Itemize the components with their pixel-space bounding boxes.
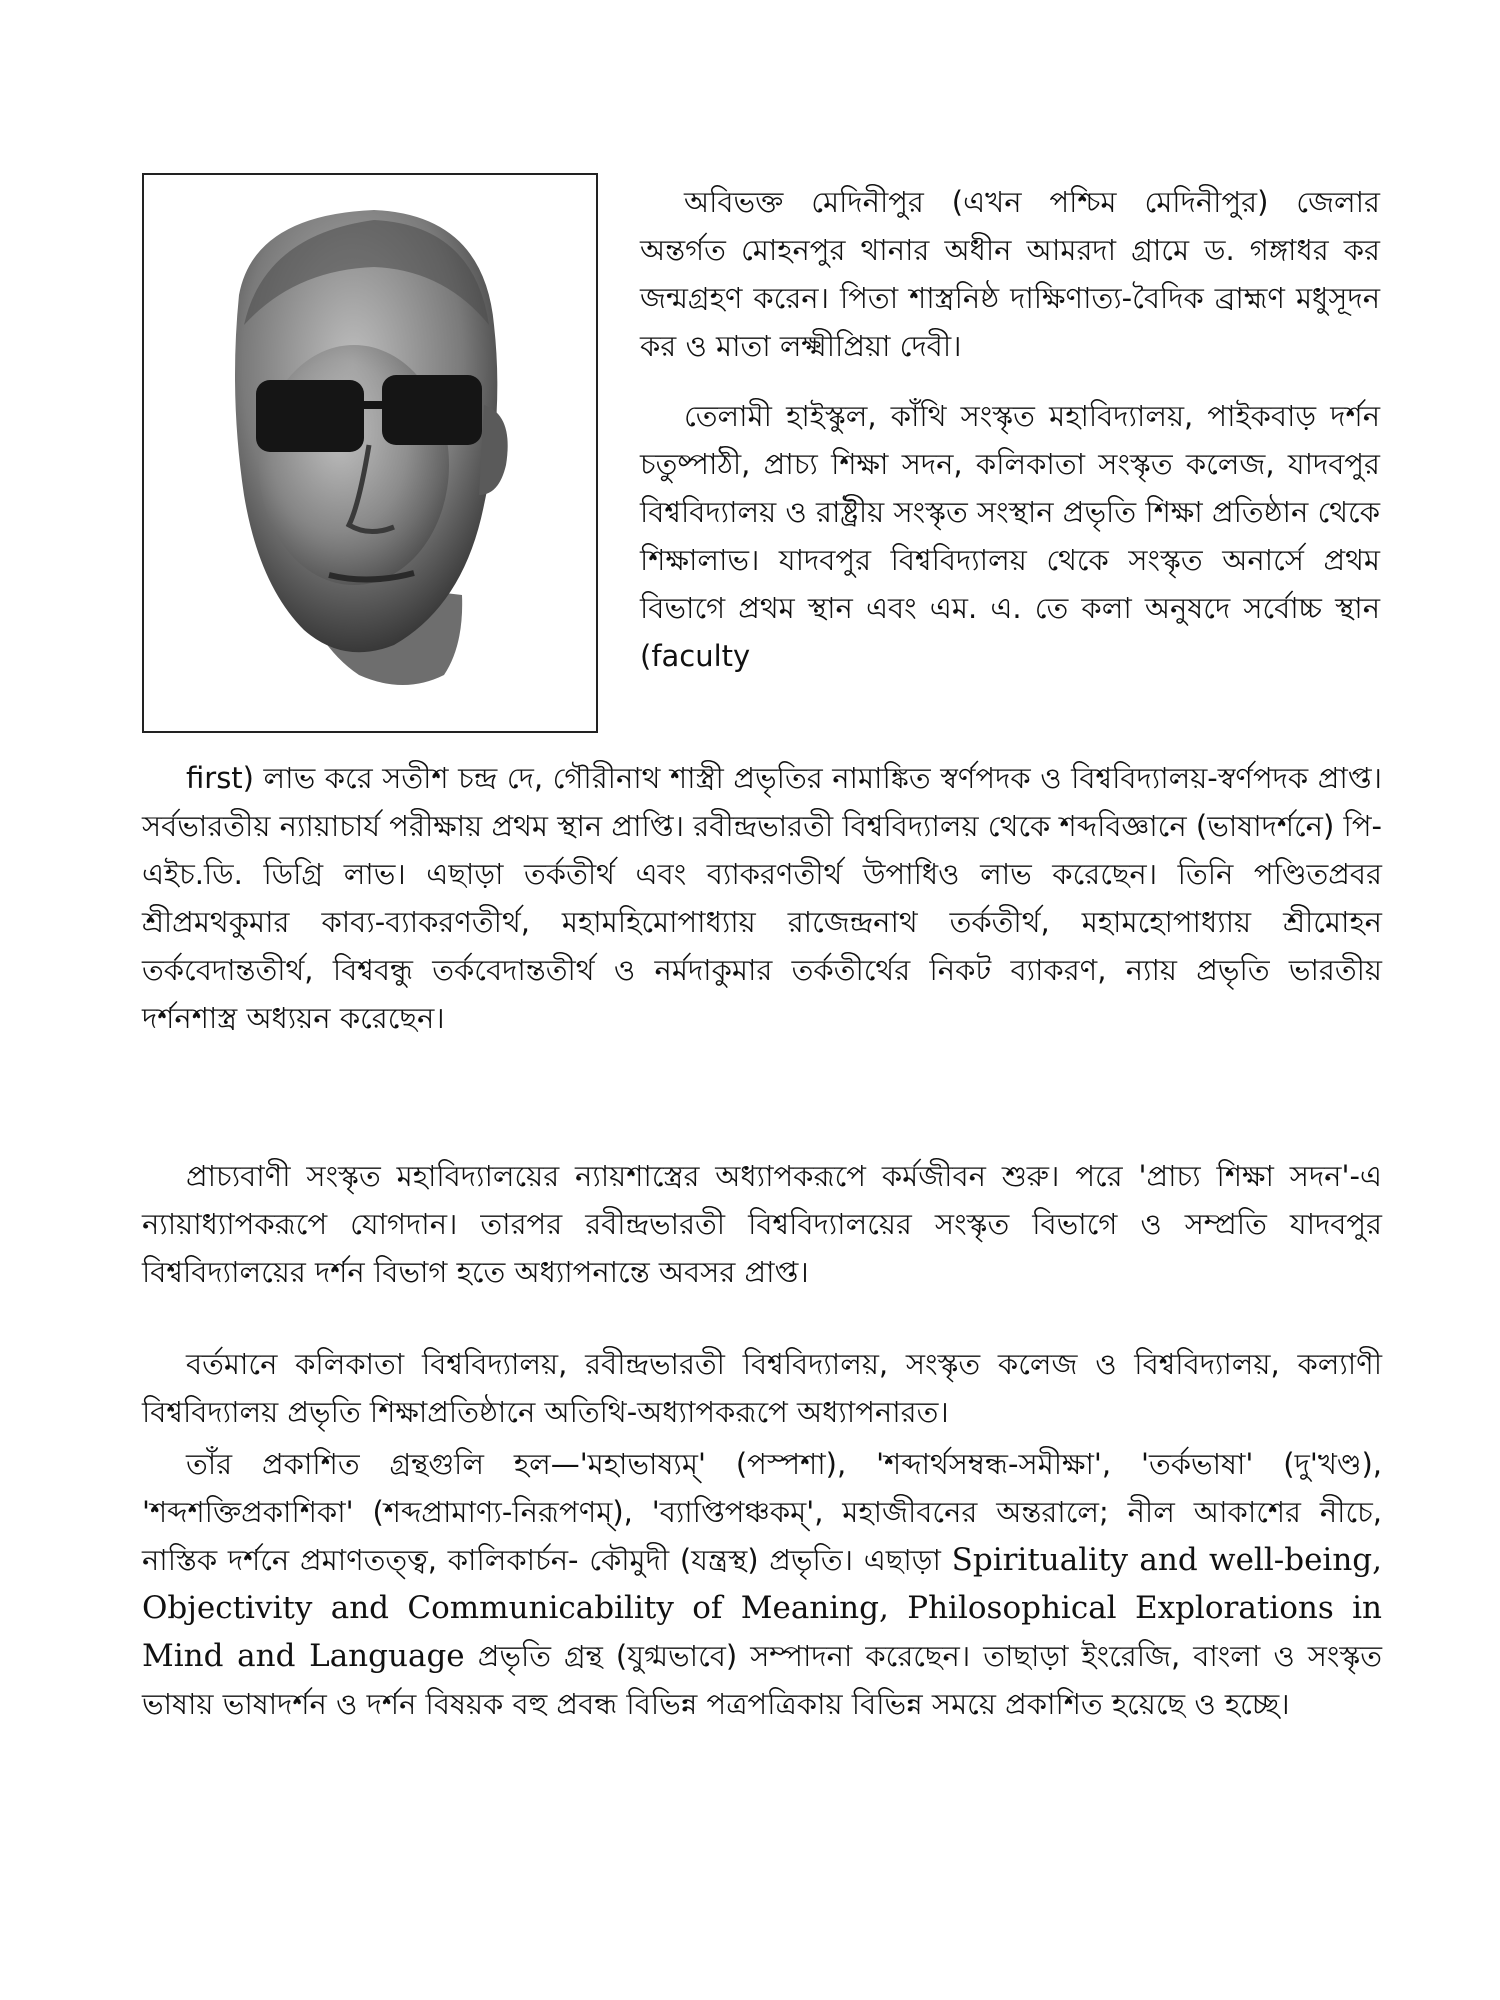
paragraph-publications (142, 1440, 1382, 1728)
publications-bengali-text: তাঁর প্রকাশিত গ্রন্থগুলি হল—'মহাভাষ্যম্' (পস্পশা), 'শব্দার্থসম্বন্ধ-সমীক্ষা', 'তর্কভাষা' (দু'খণ্ড), 'শব্দশক্তিপ্রকাশিকা' (শব্দপ্রামাণ্য-নিরূপণম্), 'ব্যাপ্তিপঞ্চকম্', মহাজীবনের অন্তরালে; নীল আকাশের নীচে, নাস্তিক দর্শনে প্রমাণতত্ত্ব, কালিকার্চন- কৌমুদী (যন্ত্রস্থ) প্রভৃতি। এছাড়া (142, 1447, 1382, 1577)
paragraph-present-role: বর্তমানে কলিকাতা বিশ্ববিদ্যালয়, রবীন্দ্রভারতী বিশ্ববিদ্যালয়, সংস্কৃত কলেজ ও বিশ্ববিদ্যালয়, কল্যাণী বিশ্ববিদ্যালয় প্রভৃতি শিক্ষাপ্রতিষ্ঠানে অতিথি-অধ্যাপকরূপে অধ্যাপনারত। (142, 1347, 1382, 1429)
paragraph-achievements: first) লাভ করে সতীশ চন্দ্র দে, গৌরীনাথ শাস্ত্রী প্রভৃতির নামাঙ্কিত স্বর্ণপদক ও বিশ্ববিদ্যালয়-স্বর্ণপদক প্রাপ্ত। সর্বভারতীয় ন্যায়াচার্য পরীক্ষায় প্রথম স্থান প্রাপ্তি। রবীন্দ্রভারতী বিশ্ববিদ্যালয় থেকে শব্দবিজ্ঞানে (ভাষাদর্শনে) পি-এইচ.ডি. ডিগ্রি লাভ। এছাড়া তর্কতীর্থ এবং ব্যাকরণতীর্থ উপাধিও লাভ করেছেন। তিনি পণ্ডিতপ্রবর শ্রীপ্রমথকুমার কাব্য-ব্যাকরণতীর্থ, মহামহিমোপাধ্যায় রাজেন্দ্রনাথ তর্কতীর্থ, মহামহোপাধ্যায় শ্রীমোহন তর্কবেদান্ততীর্থ, বিশ্ববন্ধু তর্কবেদান্ততীর্থ ও নর্মদাকুমার তর্কতীর্থের নিকট ব্যাকরণ, ন্যায় প্রভৃতি ভারতীয় দর্শনশাস্ত্র অধ্যয়ন করেছেন। (142, 761, 1382, 1035)
glasses-right-lens (382, 375, 482, 445)
paragraph-career: প্রাচ্যবাণী সংস্কৃত মহাবিদ্যালয়ের ন্যায়শাস্ত্রের অধ্যাপকরূপে কর্মজীবন শুরু। পরে 'প্রাচ্য শিক্ষা সদন'-এ ন্যায়াধ্যাপকরূপে যোগদান। তারপর রবীন্দ্রভারতী বিশ্ববিদ্যালয়ের সংস্কৃত বিভাগে ও সম্প্রতি যাদবপুর বিশ্ববিদ্যালয়ের দর্শন বিভাগ হতে অধ্যাপনান্তে অবসর প্রাপ্ত। (142, 1159, 1382, 1289)
paragraph-birth: অবিভক্ত মেদিনীপুর (এখন পশ্চিম মেদিনীপুর) জেলার অন্তর্গত মোহনপুর থানার অধীন আমরদা গ্রামে ড. গঙ্গাধর কর জন্মগ্রহণ করেন। পিতা শাস্ত্রনিষ্ঠ দাক্ষিণাত্য-বৈদিক ব্রাহ্মণ মধুসূদন কর ও মাতা লক্ষ্মীপ্রিয়া দেবী। (640, 185, 1380, 363)
paragraph-education: তেলামী হাইস্কুল, কাঁথি সংস্কৃত মহাবিদ্যালয়, পাইকবাড় দর্শন চতুষ্পাঠী, প্রাচ্য শিক্ষা সদন, কলিকাতা সংস্কৃত কলেজ, যাদবপুর বিশ্ববিদ্যালয় ও রাষ্ট্রীয় সংস্কৃত সংস্থান প্রভৃতি শিক্ষা প্রতিষ্ঠান থেকে শিক্ষালাভ। যাদবপুর বিশ্ববিদ্যালয় থেকে সংস্কৃত অনার্সে প্রথম বিভাগে প্রথম স্থান এবং এম. এ. তে কলা অনুষদে সর্বোচ্চ স্থান (faculty (640, 399, 1380, 673)
author-photo (142, 173, 598, 733)
publications-closing-text: প্রভৃতি গ্রন্থ (যুগ্মভাবে) সম্পাদনা করেছেন। তাছাড়া ইংরেজি, বাংলা ও সংস্কৃত ভাষায় ভাষাদর্শন ও দর্শন বিষয়ক বহু প্রবন্ধ বিভিন্ন পত্রপত্রিকায় বিভিন্ন সময়ে প্রকাশিত হয়েছে ও হচ্ছে। (142, 1639, 1382, 1721)
publications-english-titles: Spirituality and well-being, Objectivity and Communicability of Meaning, Philosophical Explorations in Mind and Language (142, 1542, 1383, 1674)
glasses-bridge (362, 401, 384, 409)
glasses-left-lens (256, 380, 364, 452)
portrait-image (144, 175, 596, 731)
